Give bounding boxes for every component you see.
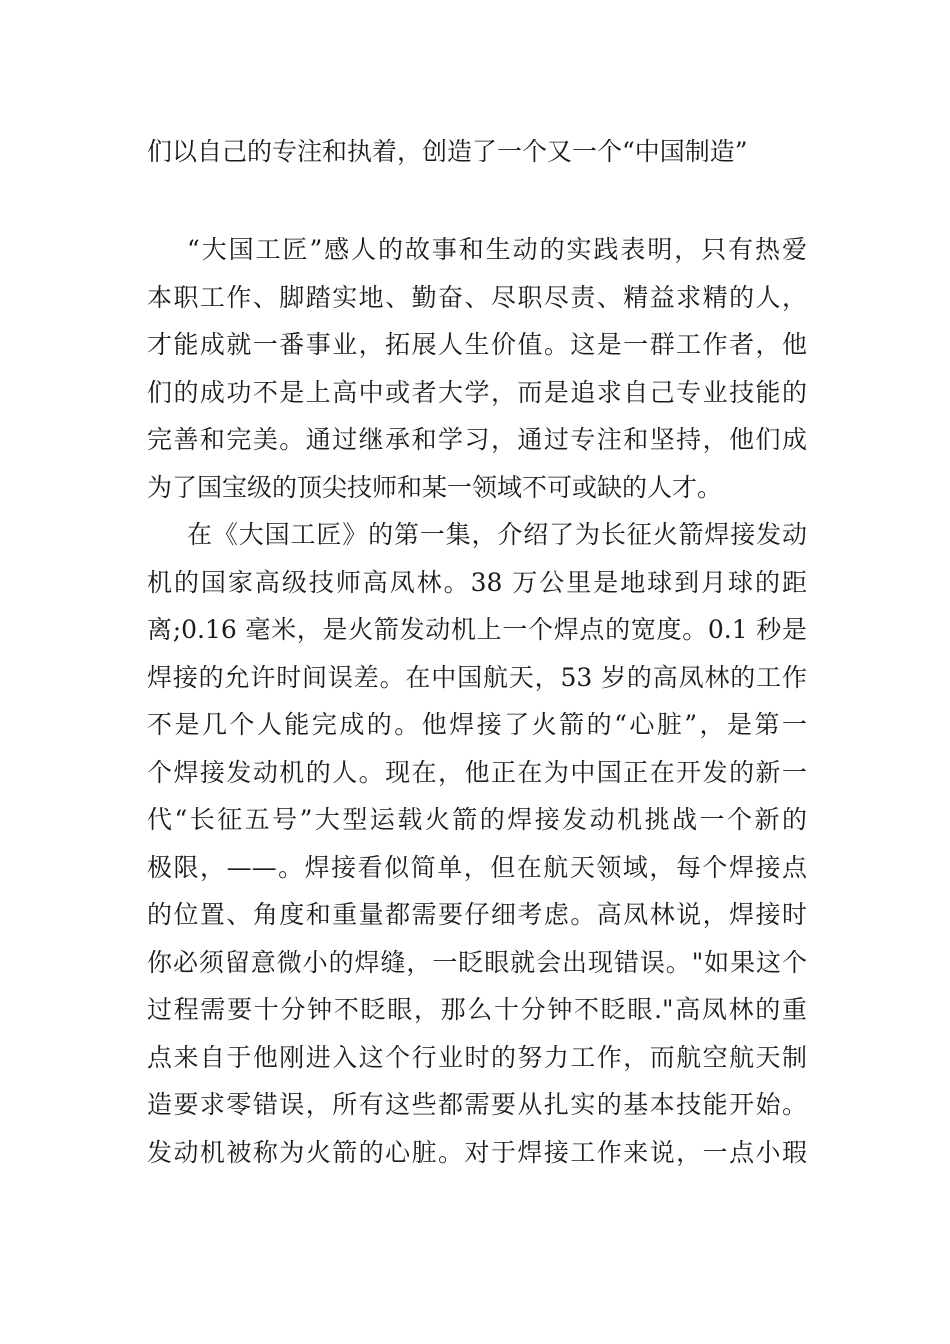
fragment-paragraph [147, 128, 807, 176]
text-line: 焊接的允许时间误差。在中国航天，53 岁的高凤林的工作 [147, 662, 807, 692]
body-text [147, 226, 807, 1176]
text-line: “大国工匠”感人的故事和生动的实践表明，只有热爱 [187, 235, 807, 264]
text-line: 不是几个人能完成的。他焊接了火箭的“心脏”，是第一 [147, 710, 807, 739]
text-line: 为了国宝级的顶尖技师和某一领域不可或缺的人才。 [147, 472, 723, 502]
text-line: 们以自己的专注和执着，创造了一个又一个“中国制造” [147, 137, 748, 166]
text-line: 完善和完美。通过继承和学习，通过专注和坚持，他们成 [147, 425, 807, 454]
text-line: 发动机被称为火箭的心脏。对于焊接工作来说，一点小瑕 [147, 1137, 807, 1167]
text-line: 们的成功不是上高中或者大学，而是追求自己专业技能的 [147, 377, 807, 407]
text-line: 在《大国工匠》的第一集，介绍了为长征火箭焊接发动 [187, 520, 807, 549]
text-line: 代“长征五号”大型运载火箭的焊接发动机挑战一个新的 [147, 805, 807, 834]
text-line: 极限，——。焊接看似简单，但在航天领域，每个焊接点 [147, 852, 807, 882]
paragraph-gao-fenglin [147, 511, 807, 1176]
text-line: 你必须留意微小的焊缝，一眨眼就会出现错误。"如果这个 [147, 947, 807, 977]
text-line: 机的国家高级技师高凤林。38 万公里是地球到月球的距 [147, 567, 807, 597]
text-line: 个焊接发动机的人。现在，他正在为中国正在开发的新一 [147, 757, 807, 787]
text-line: 过程需要十分钟不眨眼，那么十分钟不眨眼."高凤林的重 [147, 995, 807, 1024]
text-line: 造要求零错误，所有这些都需要从扎实的基本技能开始。 [147, 1090, 807, 1119]
text-line: 本职工作、脚踏实地、勤奋、尽职尽责、精益求精的人， [147, 282, 807, 312]
paragraph-dagong-gongjiang [147, 226, 807, 511]
text-line: 点来自于他刚进入这个行业时的努力工作，而航空航天制 [147, 1042, 807, 1072]
text-line: 才能成就一番事业，拓展人生价值。这是一群工作者，他 [147, 330, 807, 359]
text-line: 的位置、角度和重量都需要仔细考虑。高凤林说，焊接时 [147, 900, 807, 929]
text-line: 离;0.16 毫米，是火箭发动机上一个焊点的宽度。0.1 秒是 [147, 615, 807, 644]
